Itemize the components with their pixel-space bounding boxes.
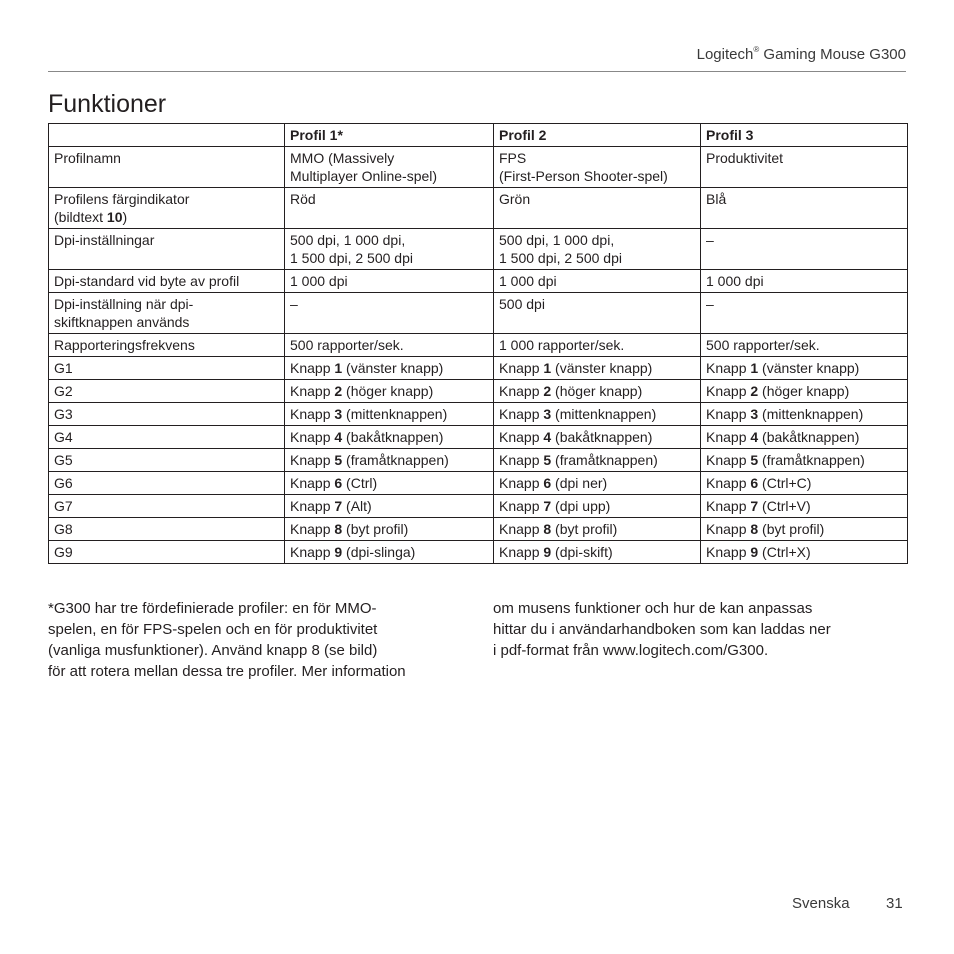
header-cell-empty: [49, 124, 285, 147]
button-number: 7: [543, 498, 552, 514]
cell-line: 500 dpi, 1 000 dpi,: [499, 232, 615, 248]
table-cell-profile-1: [285, 334, 494, 357]
table-cell-profile-1: [285, 293, 494, 334]
button-function: (vänster knapp): [342, 360, 444, 376]
button-prefix: Knapp: [706, 383, 751, 399]
button-function: (bakåtknappen): [342, 429, 444, 445]
button-cell-profile-2: [494, 449, 701, 472]
cell-line: 500 dpi: [499, 296, 545, 312]
button-number: 6: [543, 475, 552, 491]
table-cell-profile-3: [701, 229, 908, 270]
row-label-number: 10: [106, 209, 123, 225]
button-cell-profile-1: [285, 518, 494, 541]
button-cell-profile-2: [494, 541, 701, 564]
button-prefix: Knapp: [499, 475, 544, 491]
button-function: (byt profil): [551, 521, 618, 537]
row-label-line: skiftknappen används: [54, 314, 190, 330]
button-function: (vänster knapp): [758, 360, 860, 376]
cell-line: 1 000 dpi: [499, 273, 557, 289]
button-function: (dpi-slinga): [342, 544, 416, 560]
table-cell-profile-3: [701, 147, 908, 188]
button-prefix: Knapp: [706, 498, 751, 514]
row-label-cell: [49, 334, 285, 357]
button-function: (framåtknappen): [758, 452, 865, 468]
button-label-cell: G9: [49, 541, 285, 564]
row-label-cell: [49, 147, 285, 188]
table-row: [49, 188, 908, 229]
button-cell-profile-1: [285, 357, 494, 380]
cell-line: Röd: [290, 191, 316, 207]
button-number: 1: [750, 360, 759, 376]
footnote-line: spelen, en för FPS-spelen och en för produktivitet: [48, 621, 378, 638]
button-prefix: Knapp: [290, 498, 335, 514]
button-function: (mittenknappen): [758, 406, 864, 422]
header-divider: [48, 71, 906, 72]
button-number: 5: [750, 452, 759, 468]
cell-line: (First-Person Shooter-spel): [499, 168, 668, 184]
button-number: 5: [334, 452, 343, 468]
button-cell-profile-3: [701, 518, 908, 541]
table-cell-profile-1: [285, 229, 494, 270]
footnote-line: *G300 har tre fördefinierade profiler: en för MMO-: [48, 600, 377, 617]
button-number: 4: [543, 429, 552, 445]
button-prefix: Knapp: [706, 360, 751, 376]
cell-line: –: [290, 296, 298, 312]
button-cell-profile-2: [494, 518, 701, 541]
button-number: 8: [334, 521, 343, 537]
button-number: 4: [750, 429, 759, 445]
button-prefix: Knapp: [499, 360, 544, 376]
button-function: (bakåtknappen): [758, 429, 860, 445]
button-cell-profile-3: [701, 449, 908, 472]
footnote-line: om musens funktioner och hur de kan anpassas: [493, 600, 813, 617]
button-number: 9: [543, 544, 552, 560]
button-label-cell: G2: [49, 380, 285, 403]
button-label-cell: G4: [49, 426, 285, 449]
button-function: (byt profil): [342, 521, 409, 537]
button-prefix: Knapp: [290, 383, 335, 399]
row-label-cell: [49, 188, 285, 229]
button-row: [49, 472, 908, 495]
button-number: 2: [750, 383, 759, 399]
footnote-line: i pdf-format från www.logitech.com/G300.: [493, 642, 769, 659]
button-function: (mittenknappen): [342, 406, 448, 422]
button-prefix: Knapp: [290, 475, 335, 491]
cell-line: 500 rapporter/sek.: [706, 337, 820, 353]
button-cell-profile-3: [701, 357, 908, 380]
page-number: 31: [886, 895, 903, 912]
footnote-left: [48, 598, 468, 682]
footnote-line: för att rotera mellan dessa tre profiler. Mer information: [48, 663, 406, 680]
button-label-cell: G8: [49, 518, 285, 541]
button-cell-profile-3: [701, 495, 908, 518]
button-number: 2: [334, 383, 343, 399]
button-label-cell: G5: [49, 449, 285, 472]
button-number: 5: [543, 452, 552, 468]
button-prefix: Knapp: [499, 429, 544, 445]
table-row: [49, 147, 908, 188]
row-label-line: Dpi-inställning när dpi-: [54, 296, 194, 312]
button-prefix: Knapp: [706, 544, 751, 560]
button-prefix: Knapp: [706, 452, 751, 468]
table-cell-profile-3: [701, 293, 908, 334]
cell-line: FPS: [499, 150, 527, 166]
table-cell-profile-1: [285, 188, 494, 229]
button-cell-profile-3: [701, 541, 908, 564]
table-cell-profile-3: [701, 188, 908, 229]
button-number: 3: [334, 406, 343, 422]
table-header-row: [49, 124, 908, 147]
button-cell-profile-3: [701, 472, 908, 495]
row-label-cell: [49, 270, 285, 293]
button-cell-profile-2: [494, 472, 701, 495]
cell-line: –: [706, 232, 714, 248]
button-function: (höger knapp): [551, 383, 643, 399]
button-function: (dpi-skift): [551, 544, 613, 560]
table-cell-profile-1: [285, 270, 494, 293]
footnote-line: hittar du i användarhandboken som kan laddas ner: [493, 621, 831, 638]
footnote-right: [493, 598, 913, 661]
button-function: (Ctrl+C): [758, 475, 812, 491]
button-row: [49, 426, 908, 449]
cell-line: 1 000 dpi: [290, 273, 348, 289]
cell-line: Blå: [706, 191, 727, 207]
footer-language: Svenska: [792, 895, 850, 912]
cell-line: 1 000 rapporter/sek.: [499, 337, 625, 353]
button-cell-profile-1: [285, 426, 494, 449]
button-row: [49, 541, 908, 564]
table-cell-profile-2: [494, 147, 701, 188]
button-row: [49, 518, 908, 541]
row-label-text: (bildtext: [54, 209, 107, 225]
button-function: (mittenknappen): [551, 406, 657, 422]
button-cell-profile-1: [285, 380, 494, 403]
button-number: 7: [750, 498, 759, 514]
button-cell-profile-2: [494, 426, 701, 449]
button-function: (Ctrl+X): [758, 544, 811, 560]
button-function: (Ctrl): [342, 475, 378, 491]
product-name: Gaming Mouse G300: [759, 46, 906, 63]
button-number: 4: [334, 429, 343, 445]
button-function: (byt profil): [758, 521, 825, 537]
row-label-line: Dpi-standard vid byte av profil: [54, 273, 240, 289]
brand-name: Logitech: [696, 46, 754, 63]
row-label-cell: [49, 229, 285, 270]
header-cell-profile-3: Profil 3: [701, 124, 908, 147]
button-cell-profile-1: [285, 472, 494, 495]
button-row: [49, 403, 908, 426]
header-cell-profile-2: Profil 2: [494, 124, 701, 147]
button-cell-profile-2: [494, 380, 701, 403]
table-cell-profile-2: [494, 293, 701, 334]
button-cell-profile-3: [701, 403, 908, 426]
cell-line: 500 dpi, 1 000 dpi,: [290, 232, 406, 248]
row-label-suffix: ): [122, 209, 128, 225]
table-row: [49, 270, 908, 293]
table-cell-profile-2: [494, 270, 701, 293]
button-function: (höger knapp): [342, 383, 434, 399]
button-number: 6: [750, 475, 759, 491]
button-number: 3: [543, 406, 552, 422]
table-cell-profile-2: [494, 188, 701, 229]
button-label-cell: G3: [49, 403, 285, 426]
header-cell-profile-1: Profil 1*: [285, 124, 494, 147]
button-function: (vänster knapp): [551, 360, 653, 376]
cell-line: Produktivitet: [706, 150, 784, 166]
button-cell-profile-1: [285, 495, 494, 518]
features-table: [48, 123, 908, 564]
button-cell-profile-2: [494, 495, 701, 518]
cell-line: Multiplayer Online-spel): [290, 168, 438, 184]
button-label-cell: G7: [49, 495, 285, 518]
row-label-line: Profilens färgindikator: [54, 191, 190, 207]
registered-mark: ®: [753, 45, 760, 54]
button-row: [49, 357, 908, 380]
button-prefix: Knapp: [706, 429, 751, 445]
table-cell-profile-1: [285, 147, 494, 188]
button-cell-profile-3: [701, 426, 908, 449]
button-cell-profile-1: [285, 403, 494, 426]
button-function: (Alt): [342, 498, 372, 514]
button-cell-profile-3: [701, 380, 908, 403]
button-prefix: Knapp: [499, 498, 544, 514]
button-row: [49, 449, 908, 472]
button-number: 9: [750, 544, 759, 560]
table-cell-profile-2: [494, 334, 701, 357]
button-cell-profile-1: [285, 449, 494, 472]
button-prefix: Knapp: [499, 544, 544, 560]
table-cell-profile-3: [701, 334, 908, 357]
table-cell-profile-2: [494, 229, 701, 270]
cell-line: Grön: [499, 191, 531, 207]
button-prefix: Knapp: [499, 452, 544, 468]
button-cell-profile-1: [285, 541, 494, 564]
button-prefix: Knapp: [499, 521, 544, 537]
cell-line: 1 500 dpi, 2 500 dpi: [499, 250, 622, 266]
footnote-line: (vanliga musfunktioner). Använd knapp 8 (se bild): [48, 642, 378, 659]
row-label-line: [54, 208, 279, 226]
button-prefix: Knapp: [706, 521, 751, 537]
button-function: (framåtknappen): [342, 452, 449, 468]
button-number: 6: [334, 475, 343, 491]
cell-line: 500 rapporter/sek.: [290, 337, 404, 353]
button-number: 8: [750, 521, 759, 537]
button-number: 9: [334, 544, 343, 560]
button-number: 1: [334, 360, 343, 376]
button-row: [49, 495, 908, 518]
table-row: [49, 293, 908, 334]
page-title: Funktioner: [48, 90, 167, 118]
button-cell-profile-2: [494, 403, 701, 426]
cell-line: –: [706, 296, 714, 312]
button-function: (framåtknappen): [551, 452, 658, 468]
button-number: 3: [750, 406, 759, 422]
button-prefix: Knapp: [290, 429, 335, 445]
button-number: 8: [543, 521, 552, 537]
cell-line: MMO (Massively: [290, 150, 395, 166]
button-number: 2: [543, 383, 552, 399]
button-function: (dpi ner): [551, 475, 608, 491]
cell-line: 1 000 dpi: [706, 273, 764, 289]
button-function: (höger knapp): [758, 383, 850, 399]
button-prefix: Knapp: [706, 475, 751, 491]
button-prefix: Knapp: [290, 406, 335, 422]
button-prefix: Knapp: [290, 452, 335, 468]
button-prefix: Knapp: [499, 406, 544, 422]
button-function: (Ctrl+V): [758, 498, 811, 514]
button-number: 7: [334, 498, 343, 514]
button-label-cell: G6: [49, 472, 285, 495]
button-cell-profile-2: [494, 357, 701, 380]
row-label-line: Rapporteringsfrekvens: [54, 337, 195, 353]
row-label-line: Profilnamn: [54, 150, 121, 166]
table-cell-profile-3: [701, 270, 908, 293]
button-prefix: Knapp: [499, 383, 544, 399]
button-prefix: Knapp: [290, 360, 335, 376]
row-label-line: Dpi-inställningar: [54, 232, 155, 248]
button-prefix: Knapp: [290, 521, 335, 537]
button-label-cell: G1: [49, 357, 285, 380]
button-row: [49, 380, 908, 403]
row-label-cell: [49, 293, 285, 334]
button-prefix: Knapp: [290, 544, 335, 560]
table-row: [49, 229, 908, 270]
header-brand: [697, 46, 906, 63]
cell-line: 1 500 dpi, 2 500 dpi: [290, 250, 413, 266]
table-row: [49, 334, 908, 357]
button-function: (bakåtknappen): [551, 429, 653, 445]
button-number: 1: [543, 360, 552, 376]
button-prefix: Knapp: [706, 406, 751, 422]
button-function: (dpi upp): [551, 498, 611, 514]
